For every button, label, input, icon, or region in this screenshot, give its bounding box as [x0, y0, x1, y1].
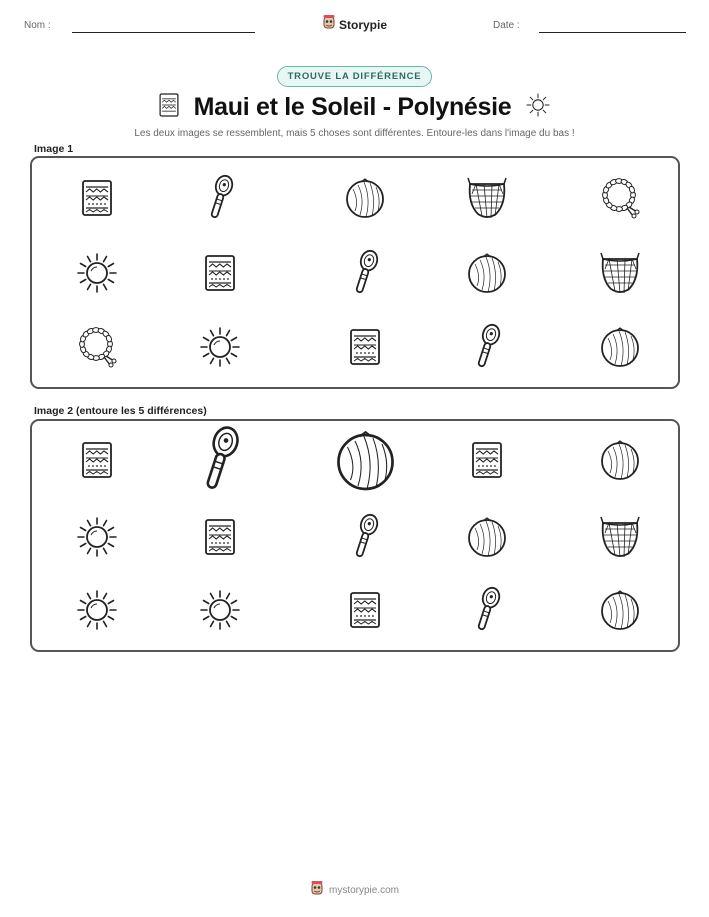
name-label: Nom : [24, 20, 51, 31]
paddle-club-icon[interactable] [472, 586, 502, 634]
coconut-icon[interactable] [466, 252, 508, 294]
fishing-net-icon[interactable] [597, 249, 643, 297]
lei-wreath-icon[interactable] [599, 176, 641, 220]
title-tapa-icon [158, 92, 180, 123]
coconut-icon[interactable] [599, 326, 641, 368]
fishing-net-icon[interactable] [597, 513, 643, 561]
paddle-club-icon[interactable] [198, 425, 242, 495]
title-sun-icon [525, 92, 551, 123]
category-badge: TROUVE LA DIFFÉRENCE [277, 66, 433, 87]
coconut-icon[interactable] [344, 177, 386, 219]
storypie-logo-icon [322, 14, 336, 35]
tapa-cloth-icon[interactable] [204, 518, 236, 556]
sun-icon[interactable] [200, 327, 240, 367]
sun-icon[interactable] [200, 590, 240, 630]
paddle-club-icon[interactable] [472, 323, 502, 371]
tapa-cloth-icon[interactable] [349, 328, 381, 366]
paddle-club-icon[interactable] [350, 249, 380, 297]
coconut-icon[interactable] [334, 429, 397, 492]
date-line[interactable] [539, 32, 686, 33]
image1-label: Image 1 [34, 143, 74, 155]
sun-icon[interactable] [77, 253, 117, 293]
tapa-cloth-icon[interactable] [349, 591, 381, 629]
sun-icon[interactable] [77, 517, 117, 557]
tapa-cloth-icon[interactable] [204, 254, 236, 292]
date-label: Date : [493, 20, 520, 31]
title-row [0, 92, 709, 123]
tapa-cloth-icon[interactable] [81, 441, 113, 479]
footer [0, 880, 709, 901]
tapa-cloth-icon[interactable] [471, 441, 503, 479]
instructions: Les deux images se ressemblent, mais 5 choses sont différentes. Entoure-les dans l'image du bas ! [134, 128, 575, 139]
image2-label: Image 2 (entoure les 5 différences) [34, 405, 207, 417]
paddle-club-icon[interactable] [205, 174, 235, 222]
lei-wreath-icon[interactable] [76, 325, 118, 369]
brand-name: Storypie [338, 17, 387, 32]
coconut-icon[interactable] [599, 589, 641, 631]
footer-url: mystorypie.com [328, 885, 399, 896]
fishing-net-icon[interactable] [464, 174, 510, 222]
tapa-cloth-icon[interactable] [81, 179, 113, 217]
sun-icon[interactable] [77, 590, 117, 630]
coconut-icon[interactable] [599, 439, 641, 481]
coconut-icon[interactable] [466, 516, 508, 558]
page-title: Maui et le Soleil - Polynésie [193, 93, 512, 121]
paddle-club-icon[interactable] [350, 513, 380, 561]
storypie-footer-icon [310, 880, 324, 901]
